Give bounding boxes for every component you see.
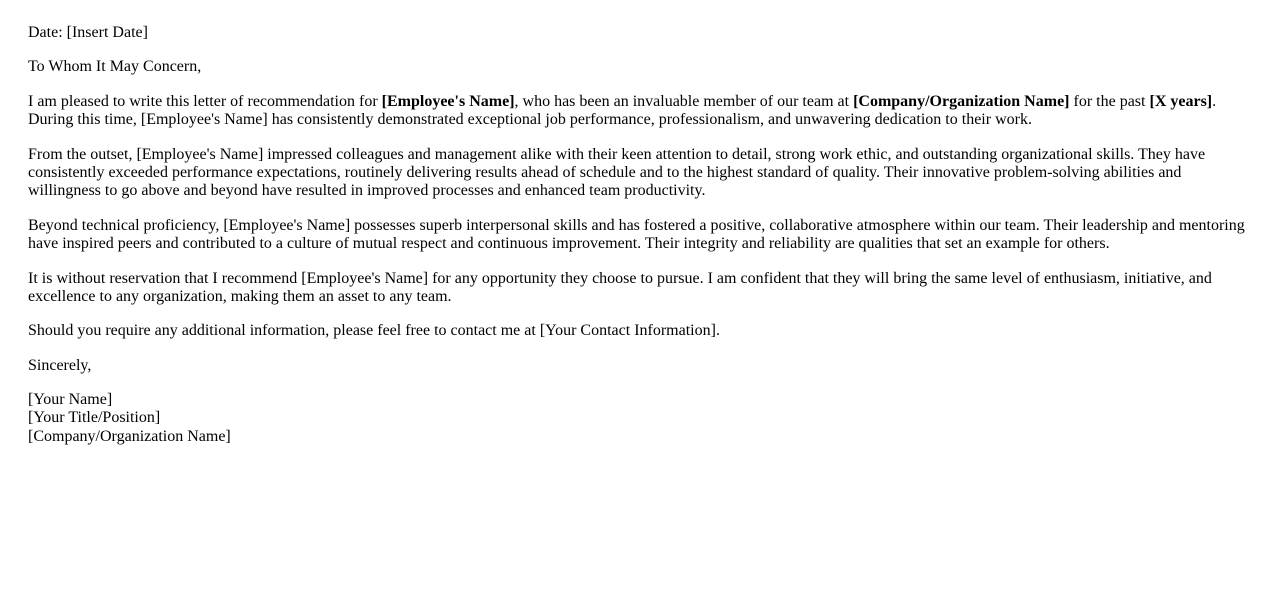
signature-name: [Your Name] [28,391,113,409]
years-placeholder: [X years] [1149,92,1213,110]
closing: Sincerely, [28,356,92,374]
company-name-placeholder: [Company/Organization Name] [853,92,1070,110]
intro-paragraph [28,93,1248,130]
signature-title: [Your Title/Position] [28,409,161,427]
date-line: Date: [Insert Date] [28,24,148,41]
intro-text-run: for the past [1069,92,1150,110]
signature-company: [Company/Organization Name] [28,427,231,445]
employee-name-placeholder: [Employee's Name] [381,92,515,110]
signature-block [28,391,1248,446]
salutation: To Whom It May Concern, [28,58,202,76]
intro-text-run: , who has been an invaluable member of our team at [514,92,854,110]
intro-text-run: . During this time, [Employee's Name] has consistently demonstrated exceptional job performance, professionalism, and unwavering dedication to their work. [28,92,1217,129]
paragraph-interpersonal: Beyond technical proficiency, [Employee's Name] possesses superb interpersonal skills and has fostered a positive, collaborative atmosphere within our team. Their leadership and mentoring have inspired peers and contributed to a culture of mutual respect and continuous improvement. Their integrity and reliability are qualities that set an example for others. [28,216,1245,253]
paragraph-performance: From the outset, [Employee's Name] impressed colleagues and management alike with their keen attention to detail, strong work ethic, and outstanding organizational skills. They have consistently exceeded performance expectations, routinely delivering results ahead of schedule and to the highest standard of quality. Their innovative problem-solving abilities and willingness to go above and beyond have resulted in improved processes and enhanced team productivity. [28,145,1206,200]
paragraph-contact-info: Should you require any additional information, please feel free to contact me at [Your Contact Information]. [28,322,720,340]
paragraph-recommendation: It is without reservation that I recommend [Employee's Name] for any opportunity they choose to pursue. I am confident that they will bring the same level of enthusiasm, initiative, and excellence to any organization, making them an asset to any team. [28,269,1212,305]
intro-text-run: I am pleased to write this letter of recommendation for [28,92,382,110]
